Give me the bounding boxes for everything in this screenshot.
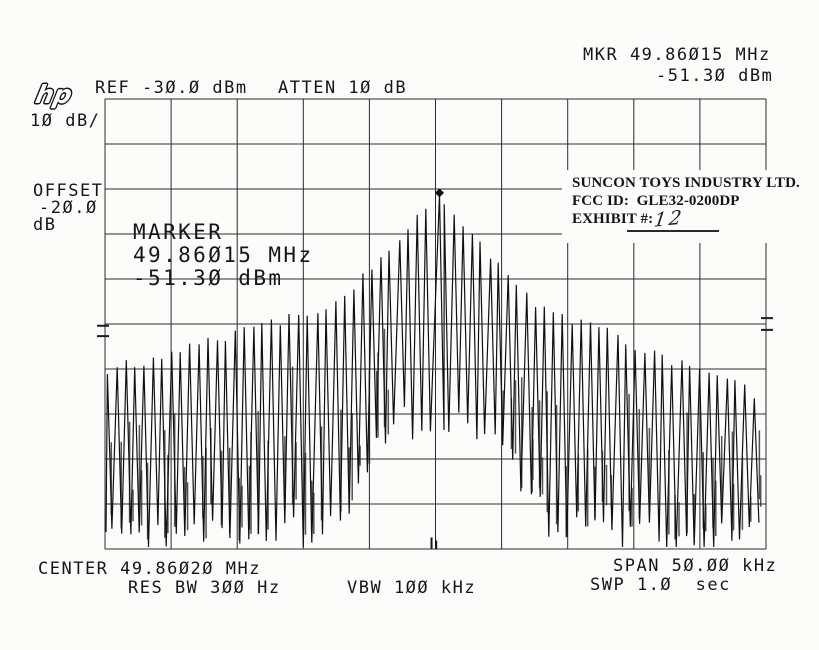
- hp-logo: hp: [32, 80, 75, 109]
- spectrum-plot: [105, 99, 766, 549]
- mkr-amplitude-readout: -51.3Ø dBm: [656, 66, 774, 86]
- attenuation-readout: ATTEN 1Ø dB: [278, 78, 408, 98]
- fcc-exhibit-stamp: [562, 170, 800, 243]
- scale-per-div-readout: 1Ø dB/: [30, 111, 101, 131]
- stamp-company-name: SUNCON TOYS INDUSTRY LTD.: [572, 175, 800, 191]
- stamp-exhibit-label: EXHIBIT #:: [572, 211, 654, 227]
- marker-frequency-value: 49.86Ø15 MHz: [133, 243, 314, 267]
- vbw-readout: VBW 1ØØ kHz: [347, 578, 477, 598]
- marker-amplitude-value: -51.3Ø dBm: [133, 266, 284, 290]
- center-frequency-readout: CENTER 49.86Ø2Ø MHz: [38, 559, 261, 579]
- offset-label: OFFSET: [33, 181, 104, 201]
- graticule-grid: [105, 99, 766, 549]
- sweep-time-readout: SWP 1.Ø sec: [590, 575, 731, 595]
- mkr-frequency-readout: MKR 49.86Ø15 MHz: [583, 45, 771, 65]
- graticule-and-trace: [105, 99, 766, 549]
- marker-title: MARKER: [133, 220, 224, 244]
- res-bw-readout: RES BW 3ØØ Hz: [128, 578, 281, 598]
- span-readout: SPAN 5Ø.ØØ kHz: [613, 556, 778, 576]
- offset-unit: dB: [33, 215, 57, 235]
- ref-level-readout: REF -3Ø.Ø dBm: [95, 78, 248, 98]
- marker-diamond-icon: [435, 188, 444, 197]
- stamp-fcc-id: FCC ID: GLE32-0200DP: [572, 193, 740, 209]
- offset-value: -2Ø.Ø: [39, 198, 98, 218]
- stamp-exhibit-number: 12: [652, 206, 686, 232]
